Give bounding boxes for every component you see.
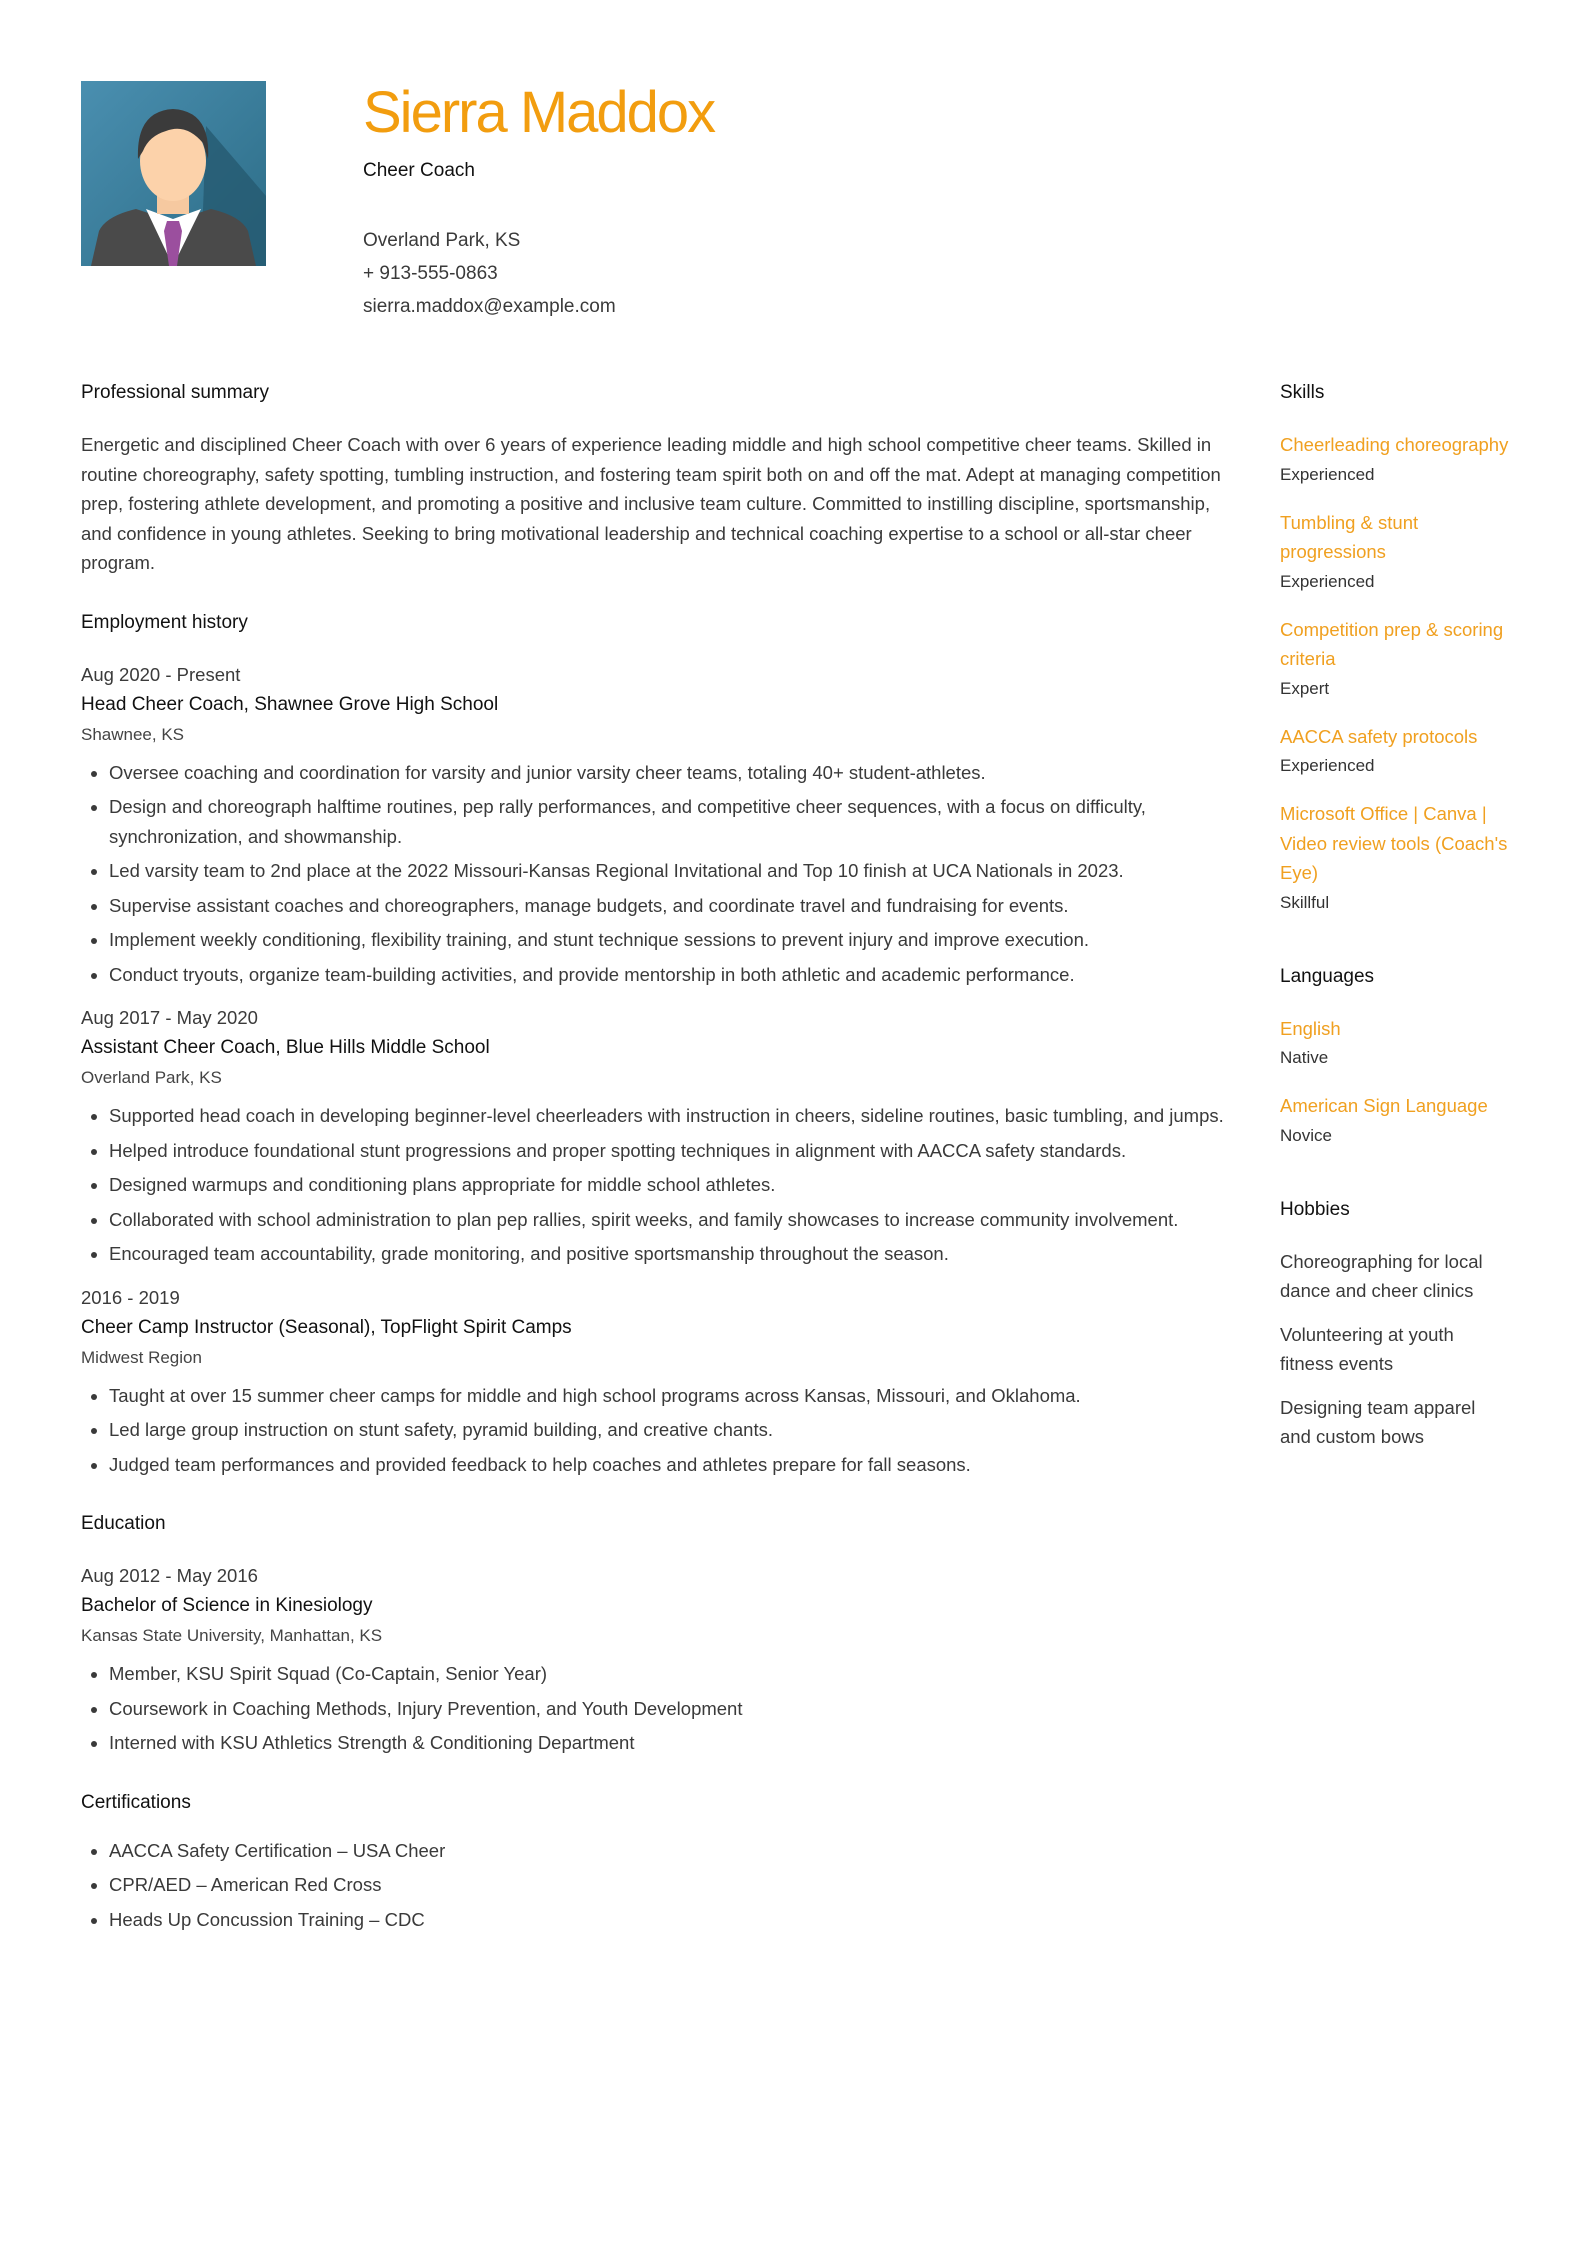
certifications-section	[81, 1788, 1236, 1935]
skill-item-name: AACCA safety protocols	[1280, 725, 1478, 747]
entry	[81, 1561, 1236, 1758]
bullet-item: • Implement weekly conditioning, flexibility training, and stunt technique sessions to prevent injury and improve execution.	[109, 925, 1236, 955]
skill-item-name: Cheerleading choreography	[1280, 434, 1509, 455]
candidate-name: Sierra Maddox	[363, 80, 715, 145]
bullet-item: • Design and choreograph halftime routines, pep rally performances, and competitive cheer sequences, with a focus on difficulty, synchronization, and showmanship.	[109, 792, 1236, 851]
section-heading: Professional summary	[81, 382, 269, 403]
bullet-item: • Led large group instruction on stunt safety, pyramid building, and creative chants.	[109, 1415, 1236, 1445]
skill-item	[1280, 615, 1510, 704]
certification-item: • CPR/AED – American Red Cross	[109, 1870, 1236, 1900]
skills-section	[1280, 378, 1510, 918]
bullet-item: • Led varsity team to 2nd place at the 2022 Missouri-Kansas Regional Invitational and Top 10 finish at UCA Nationals in 2023.	[109, 856, 1236, 886]
language-item	[1280, 1091, 1510, 1151]
skill-item-level: Skillful	[1280, 892, 1330, 912]
bullet-item: • Oversee coaching and coordination for varsity and junior varsity cheer teams, totaling 40+ student-athletes.	[109, 758, 1236, 788]
entry	[81, 1003, 1236, 1269]
language-item	[1280, 1014, 1510, 1074]
hobby-item: Volunteering at youth fitness events	[1280, 1323, 1454, 1374]
contact-email[interactable]: sierra.maddox@example.com	[363, 296, 616, 317]
bullet-item: • Helped introduce foundational stunt progressions and proper spotting techniques in alignment with AACCA safety standards.	[109, 1136, 1236, 1166]
entry-title: Assistant Cheer Coach, Blue Hills Middle School	[81, 1037, 490, 1058]
skill-item	[1280, 508, 1510, 597]
bullet-list	[81, 1381, 1236, 1480]
bullet-item: • Taught at over 15 summer cheer camps for middle and high school programs across Kansas, Missouri, and Oklahoma.	[109, 1381, 1236, 1411]
job-title: Cheer Coach	[363, 160, 475, 181]
entry-location: Shawnee, KS	[81, 724, 185, 744]
languages-section	[1280, 962, 1510, 1151]
entry	[81, 1283, 1236, 1480]
hobby-item: Choreographing for local dance and cheer clinics	[1280, 1250, 1483, 1301]
entry-title: Cheer Camp Instructor (Seasonal), TopFlight Spirit Camps	[81, 1316, 572, 1338]
entry-title: Bachelor of Science in Kinesiology	[81, 1595, 373, 1616]
hobby-item: Designing team apparel and custom bows	[1280, 1396, 1476, 1447]
bullet-item: • Coursework in Coaching Methods, Injury Prevention, and Youth Development	[109, 1694, 1236, 1724]
entry-date: Aug 2012 - May 2016	[81, 1565, 258, 1586]
skill-item-name: Tumbling & stunt progressions	[1280, 511, 1419, 562]
bullet-item: • Designed warmups and conditioning plans appropriate for middle school athletes.	[109, 1170, 1236, 1200]
entry-location: Kansas State University, Manhattan, KS	[81, 1626, 383, 1645]
contact-phone: + 913-555-0863	[363, 263, 498, 284]
bullet-item: • Supported head coach in developing beginner-level cheerleaders with instruction in cheers, sideline routines, basic tumbling, and jumps.	[109, 1101, 1236, 1131]
certification-item: • AACCA Safety Certification – USA Cheer	[109, 1836, 1236, 1866]
summary-section	[81, 378, 1236, 578]
contact-location: Overland Park, KS	[363, 230, 521, 251]
contact-info	[363, 224, 714, 323]
bullet-item: • Supervise assistant coaches and choreographers, manage budgets, and coordinate travel and fundraising for events.	[109, 891, 1236, 921]
skill-item	[1280, 799, 1510, 918]
profile-photo	[81, 81, 266, 266]
bullet-item: • Judged team performances and provided feedback to help coaches and athletes prepare for fall seasons.	[109, 1450, 1236, 1480]
skill-item-level: Experienced	[1280, 571, 1375, 591]
bullet-item: • Encouraged team accountability, grade monitoring, and positive sportsmanship throughout the season.	[109, 1239, 1236, 1269]
summary-text: Energetic and disciplined Cheer Coach with over 6 years of experience leading middle and high school competitive cheer teams. Skilled in routine choreography, safety spotting, tumbling instruction, and fostering team spirit both on and off the mat. Adept at managing competition prep, fostering athlete development, and promoting a positive and inclusive team culture. Committed to instilling discipline, sportsmanship, and confidence in young athletes. Seeking to bring motivational leadership and technical coaching expertise to a school or all-star cheer program.	[81, 434, 1221, 573]
language-item-name: English	[1280, 1017, 1341, 1039]
bullet-item: • Conduct tryouts, organize team-building activities, and provide mentorship in both athletic and academic performance.	[109, 960, 1236, 990]
avatar-icon	[81, 81, 266, 266]
entry	[81, 660, 1236, 990]
skill-item-name: Competition prep & scoring criteria	[1280, 618, 1504, 669]
bullet-item: • Member, KSU Spirit Squad (Co-Captain, Senior Year)	[109, 1659, 1236, 1689]
skill-item-level: Experienced	[1280, 756, 1375, 775]
entry-title: Head Cheer Coach, Shawnee Grove High School	[81, 693, 499, 715]
skill-item-level: Expert	[1280, 678, 1330, 698]
language-item-level: Novice	[1280, 1125, 1332, 1145]
bullet-item: • Interned with KSU Athletics Strength & Conditioning Department	[109, 1728, 1236, 1758]
skill-item	[1280, 430, 1510, 490]
skill-item	[1280, 722, 1510, 782]
main-column	[81, 378, 1236, 1964]
skill-item-level: Experienced	[1280, 464, 1375, 484]
language-item-level: Native	[1280, 1048, 1329, 1067]
sidebar	[1280, 378, 1510, 1496]
employment-section	[81, 608, 1236, 1480]
entry-date: Aug 2020 - Present	[81, 663, 241, 685]
hobbies-section	[1280, 1195, 1510, 1452]
skill-item-name: Microsoft Office | Canva | Video review tools (Coach's Eye)	[1280, 803, 1508, 883]
bullet-list	[81, 1101, 1236, 1269]
section-heading: Education	[81, 1513, 166, 1534]
entry-date: Aug 2017 - May 2020	[81, 1007, 258, 1028]
section-heading: Employment history	[81, 611, 248, 633]
bullet-item: • Collaborated with school administration to plan pep rallies, spirit weeks, and family showcases to increase community involvement.	[109, 1205, 1236, 1235]
bullet-list	[81, 758, 1236, 990]
language-item-name: American Sign Language	[1280, 1095, 1488, 1116]
entry-location: Overland Park, KS	[81, 1068, 222, 1087]
entry-date: 2016 - 2019	[81, 1286, 180, 1308]
header	[363, 78, 714, 323]
section-heading: Certifications	[81, 1791, 191, 1813]
section-heading: Languages	[1280, 965, 1375, 987]
section-heading: Hobbies	[1280, 1198, 1350, 1220]
certification-item: • Heads Up Concussion Training – CDC	[109, 1905, 1236, 1935]
education-section	[81, 1509, 1236, 1758]
entry-location: Midwest Region	[81, 1347, 202, 1367]
section-heading: Skills	[1280, 382, 1325, 403]
bullet-list	[81, 1659, 1236, 1758]
